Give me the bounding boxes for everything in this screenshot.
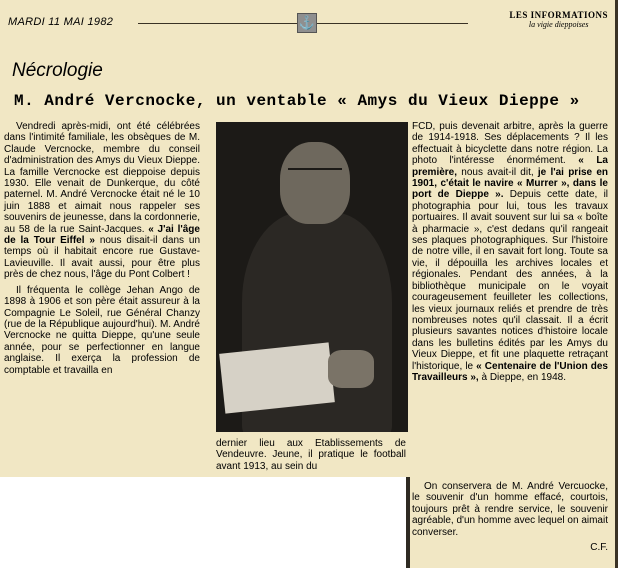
photo-hand bbox=[328, 350, 374, 388]
header-row bbox=[8, 10, 608, 30]
newspaper-name-line1: LES INFORMATIONS bbox=[509, 10, 608, 20]
newspaper-name-line2: la vigie dieppoises bbox=[528, 20, 589, 29]
column-3-tail bbox=[412, 481, 608, 553]
paragraph: On conservera de M. André Vercuocke, le souvenir d'un homme effacé, courtois, toujours prêt à rendre service, le souvenir agréable, d'un homme avec lequel on aimait converser. bbox=[412, 481, 608, 538]
paragraph: Vendredi après-midi, ont été célébrées dans l'intimité familiale, les obsèques de M. Claude Vercnocke, membre du conseil d'administration des Amys du Vieux Dieppe. La famille Vercnocke est dieppoise depuis 1930. Elle venait de Dunkerque, du côté paternel. M. André Vercnocke était né le 10 juin 1888 et aimait nous rappeler ses souvenirs de jeunesse, dans la cordonnerie, au 58 de la rue Saint-Jacques. « J'ai l'âge de la Tour Eiffel » nous disait-il dans un temps où il habitait encore rue Gustave-Lavieuville. Il avait aussi, pour être plus près de chez nous, l'âge du Pont Colbert ! bbox=[4, 121, 201, 281]
headline: M. André Vercnocke, un ventable « Amys du Vieux Dieppe » bbox=[14, 92, 580, 110]
photo-face bbox=[280, 142, 350, 224]
photo-glasses bbox=[288, 168, 342, 180]
photo-paper bbox=[219, 342, 335, 413]
paragraph: dernier lieu aux Etablissements de Vendeuvre. Jeune, il pratique le football avant 1913, au sein du bbox=[216, 438, 406, 472]
column-2 bbox=[216, 438, 406, 476]
column-3 bbox=[412, 121, 608, 387]
portrait-photo bbox=[216, 122, 408, 432]
paragraph: FCD, puis devenait arbitre, après la guerre de 1914-1918. Ses déplacements ? Il les effectuait à bicyclette dans notre région. La photo l'intéresse énormément. « La première, nous avait-il dit, je l'ai prise en 1901, c'était le navire « Murrer », dans le port de Dieppe ». Depuis cette date, il photographia pour lui, tous les travaux portuaires. Il avait souvent sur lui sa « boîte à pharmacie », c'est dedans qu'il rangeait ses plaques photographiques. Sur l'histoire de notre ville, il en savait fort long. Toute sa vie, il dépouilla les archives locales et régionales. Pendant des années, à la bibliothèque municipale on le voyait courageusement feuilleter les collections, les vieux journaux reliés et prendre de très nombreuses notes qu'il classait. Il a écrit plusieurs savantes notices d'histoire locale dans les bulletins édités par les Amys du Vieux Dieppe, et fit une plaquette retraçant l'historique, le « Centenaire de l'Union des Travailleurs », à Dieppe, en 1948. bbox=[412, 121, 609, 383]
column-1 bbox=[4, 121, 200, 380]
section-title: Nécrologie bbox=[12, 60, 103, 81]
clipping-edge bbox=[406, 477, 410, 568]
anchor-icon: ⚓ bbox=[297, 13, 317, 33]
newspaper-name bbox=[509, 10, 608, 29]
issue-date: MARDI 11 MAI 1982 bbox=[8, 16, 114, 28]
signature: C.F. bbox=[590, 542, 608, 554]
paragraph: Il fréquenta le collège Jehan Ango de 1898 à 1906 et son père était assureur à la Compagnie Le Soleil, rue Général Chanzy (rue de la République aujourd'hui). M. André Vercnocke ne quitta Dieppe, qu'une seule année, pour se perfectionner en langue anglaise. Il exerça la profession de comptable et travailla en bbox=[4, 284, 200, 376]
